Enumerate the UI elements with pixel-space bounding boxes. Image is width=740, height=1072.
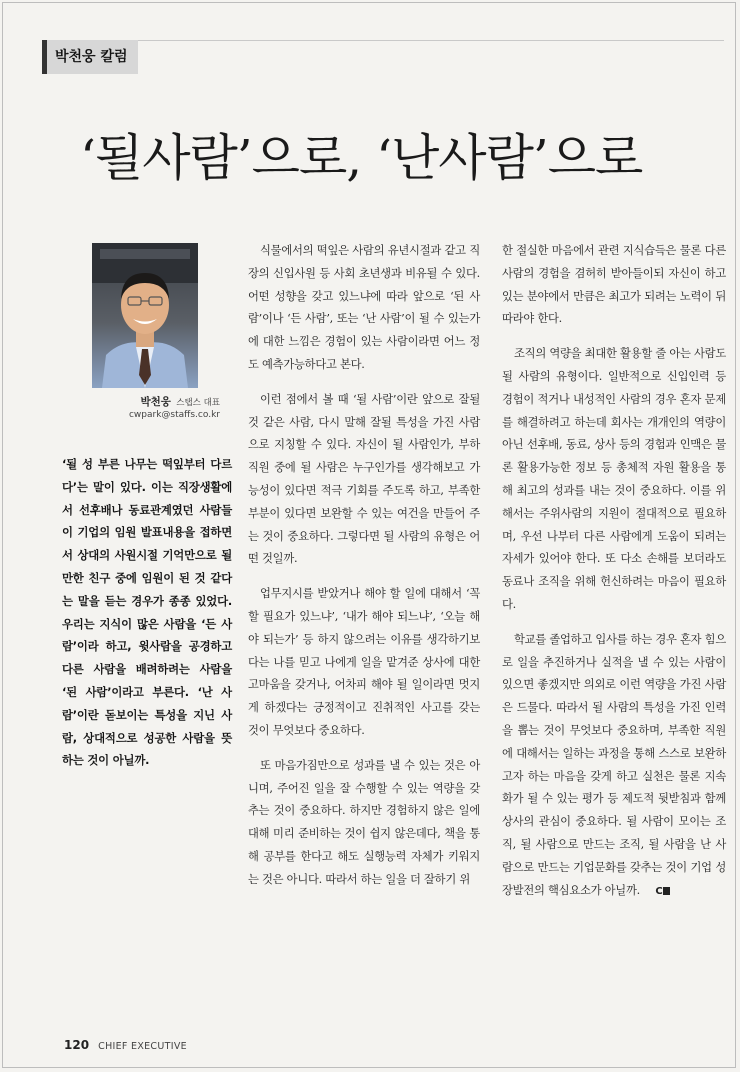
end-mark-letter: C <box>655 885 663 897</box>
body-paragraph: 이런 점에서 볼 때 ‘될 사람’이란 앞으로 잘될 것 같은 사람, 다시 말해 잘될 특성을 가진 사람으로 지칭할 수 있다. 자신이 될 사람인가, 부하직원 중에 될 사람은 누구인가를 생각해보고 가능성이 있다면 적극 기회를 주도록 하고, 부족한 부분이 있다면 보완할 수 있는 여건을 만들어 주는 것이 중요하다. 그렇다면 될 사람의 유형은 어떤 것일까. <box>248 392 480 566</box>
body-paragraph: 또 마음가짐만으로 성과를 낼 수 있는 것은 아니며, 주어진 일을 잘 수행할 수 있는 역량을 갖추는 것이 중요하다. 하지만 경험하지 않은 일에 대해 미리 준비하는 것이 쉽지 않은데다, 책을 통해 공부를 한다고 해도 실행능력 자체가 키워지는 것은 아니다. 따라서 하는 일을 더 잘하기 위 <box>248 758 480 886</box>
author-name-line <box>80 394 220 409</box>
author-role: 스탭스 대표 <box>176 398 220 408</box>
author-portrait-illustration <box>92 243 198 388</box>
end-mark <box>643 886 670 897</box>
column-header <box>42 40 724 74</box>
header-rule <box>138 40 724 41</box>
author-name: 박천웅 <box>140 396 171 408</box>
body-paragraph-continued: 한 절실한 마음에서 관련 지식습득은 물론 다른 사람의 경험을 겸허히 받아들이되 자신이 하고 있는 분야에서 만큼은 최고가 되려는 노력이 뒤따라야 한다. <box>502 244 726 326</box>
body-paragraph: 업무지시를 받았거나 해야 할 일에 대해서 ‘꼭 할 필요가 있느냐’, ‘내가 해야 되느냐’, ‘오늘 해야 되는가’ 등 하지 않으려는 이유를 생각하기보다는 나를 믿고 나에게 일을 맡겨준 상사에 대한 고마움을 갖거나, 어차피 해야 될 일이라면 멋지게 하겠다는 긍정적이고 진취적인 사고를 갖는 것이 무엇보다 중요하다. <box>248 587 480 737</box>
section-tab: 박천웅 칼럼 <box>42 40 138 74</box>
author-photo <box>92 243 198 388</box>
author-info <box>80 394 220 420</box>
lead-paragraph: ‘될 성 부른 나무는 떡잎부터 다르다’는 말이 있다. 이는 직장생활에서 선후배나 동료관계였던 사람들이 기업의 임원 발표내용을 접하면서 상대의 사원시절 기억만으로 될 만한 친구 중에 임원이 된 것 같다는 말을 듣는 경우가 종종 있었다. 우리는 지식이 많은 사람을 ‘든 사람’이라 하고, 윗사람을 공경하고 다른 사람을 배려하려는 사람을 ‘된 사람’이라고 부른다. ‘난 사람’이란 돋보이는 특성을 지닌 사람, 상대적으로 성공한 사람을 뜻하는 것이 아닐까. <box>62 457 232 768</box>
magazine-name: CHIEF EXECUTIVE <box>98 1041 187 1052</box>
article-title: ‘될사람’으로, ‘난사람’으로 <box>80 129 643 187</box>
body-paragraph: 식물에서의 떡잎은 사람의 유년시절과 같고 직장의 신입사원 등 사회 초년생과 비유될 수 있다. 어떤 성향을 갖고 있느냐에 따라 앞으로 ‘된 사람’이나 ‘든 사람’, 또는 ‘난 사람’이 될 수 있는가에 대한 느낌은 경험이 있는 사람이라면 어느 정도 예측가능하다고 본다. <box>248 244 480 371</box>
page-number: 120 <box>64 1038 90 1052</box>
body-column-2 <box>502 240 726 915</box>
end-mark-square <box>663 887 670 895</box>
page-footer <box>64 1034 187 1053</box>
body-paragraph: 조직의 역량을 최대한 활용할 줄 아는 사람도 될 사람의 유형이다. 일반적으로 신입인력 등 경험이 적거나 내성적인 사람의 경우 혼자 문제를 해결하려고 하는데 회사는 개개인의 역량이 아닌 선후배, 동료, 상사 등의 경험과 인맥은 물론 활용가능한 정보 등 총체적 자원 활용을 통해 최고의 성과를 내는 것이 중요하다. 이를 위해서는 주위사람의 지원이 절대적으로 필요하며, 우선 나부터 다른 사람에게 도움이 되려는 자세가 있어야 한다. 또 다소 손해를 보더라도 동료나 조직을 위해 헌신하려는 마음이 필요하다. <box>502 347 726 611</box>
body-paragraph-text: 학교를 졸업하고 입사를 하는 경우 혼자 힘으로 일을 추진하거나 실적을 낼 수 있는 사람이 있으면 좋겠지만 의외로 이런 역량을 가진 사람은 드물다. 따라서 될 사람의 특성을 가진 인력을 뽑는 것이 무엇보다 중요하며, 부족한 직원에 대해서는 일하는 과정을 통해 스스로 보완하고자 하는 마음을 갖게 하고 실천은 물론 지속화가 될 수 있는 평가 등 제도적 뒷받침과 함께 상사의 관심이 중요하다. 될 사람이 모이는 조직, 될 사람으로 만드는 조직, 될 사람을 난 사람으로 만드는 기업문화를 갖추는 것이 기업 성장발전의 핵심요소가 아닐까. <box>502 632 726 897</box>
body-column-1 <box>248 240 480 904</box>
author-email: cwpark@staffs.co.kr <box>128 410 220 420</box>
body-paragraph-last <box>502 629 726 904</box>
